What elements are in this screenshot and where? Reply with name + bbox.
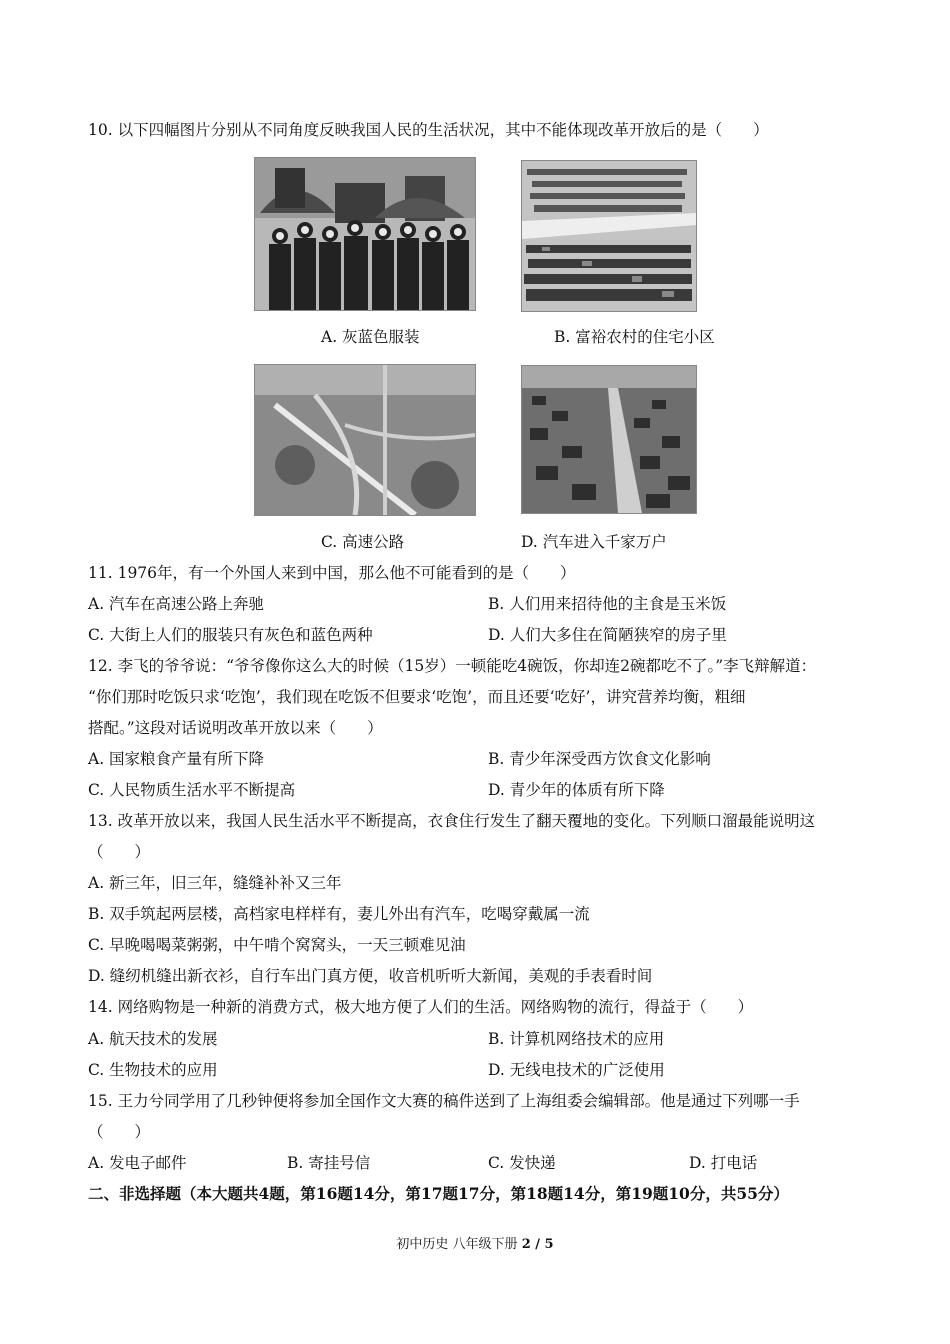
q13-option-c: C. 早晚喝喝菜粥粥，中午啃个窝窝头，一天三顿难见油: [88, 936, 466, 954]
q12-stem-line-3: 搭配。”这段对话说明改革开放以来（ ）: [88, 719, 383, 737]
footer-page-number: 2 / 5: [521, 1237, 554, 1252]
q14-option-c: C. 生物技术的应用: [88, 1061, 218, 1079]
page-footer: [0, 1233, 950, 1252]
q10-caption-d: D. 汽车进入千家万户: [521, 533, 667, 551]
q12-option-a: A. 国家粮食产量有所下降: [88, 750, 265, 768]
highway-photo: [254, 364, 476, 516]
q15-stem-line-1: 15. 王力兮同学用了几秒钟便将参加全国作文大赛的稿件送到了上海组委会编辑部。他是通过下列哪一手: [88, 1092, 800, 1110]
q15-option-c: C. 发快递: [488, 1154, 556, 1172]
q14-stem: 14. 网络购物是一种新的消费方式，极大地方便了人们的生活。网络购物的流行，得益于（ ）: [88, 998, 754, 1016]
section-2-heading: 二、非选择题（本大题共4题，第16题14分，第17题17分，第18题14分，第19题10分，共55分）: [88, 1184, 789, 1203]
q13-stem-line-2: （ ）: [88, 843, 151, 861]
q14-option-a: A. 航天技术的发展: [88, 1030, 218, 1048]
q11-stem: 11. 1976年，有一个外国人来到中国，那么他不可能看到的是（ ）: [88, 564, 576, 582]
q13-option-a: A. 新三年，旧三年，缝缝补补又三年: [88, 874, 342, 892]
q12-option-b: B. 青少年深受西方饮食文化影响: [488, 750, 711, 768]
q10-caption-c: C. 高速公路: [321, 533, 405, 551]
traffic-photo: [521, 365, 697, 514]
q11-option-a: A. 汽车在高速公路上奔驰: [88, 595, 265, 613]
q12-stem-line-2: “你们那时吃饭只求‘吃饱’，我们现在吃饭不但要求‘吃饱’，而且还要‘吃好’，讲究营养均衡，粗细: [88, 688, 746, 706]
q15-option-a: A. 发电子邮件: [88, 1154, 187, 1172]
q15-option-b: B. 寄挂号信: [287, 1154, 371, 1172]
q11-option-c: C. 大街上人们的服装只有灰色和蓝色两种: [88, 626, 373, 644]
q10-caption-a: A. 灰蓝色服装: [321, 328, 420, 346]
q14-option-b: B. 计算机网络技术的应用: [488, 1030, 665, 1048]
q15-stem-line-2: （ ）: [88, 1123, 151, 1141]
q12-option-d: D. 青少年的体质有所下降: [488, 781, 665, 799]
q10-caption-b: B. 富裕农村的住宅小区: [554, 328, 715, 346]
q13-option-b: B. 双手筑起两层楼，高档家电样样有，妻儿外出有汽车，吃喝穿戴属一流: [88, 905, 590, 923]
q11-option-b: B. 人们用来招待他的主食是玉米饭: [488, 595, 727, 613]
q14-option-d: D. 无线电技术的广泛使用: [488, 1061, 665, 1079]
q11-option-d: D. 人们大多住在简陋狭窄的房子里: [488, 626, 727, 644]
q12-option-c: C. 人民物质生活水平不断提高: [88, 781, 296, 799]
q13-stem-line-1: 13. 改革开放以来，我国人民生活水平不断提高，衣食住行发生了翻天覆地的变化。下列顺口溜最能说明这: [88, 812, 816, 830]
workers-photo: [254, 157, 476, 311]
village-photo: [521, 160, 697, 312]
footer-course: 初中历史 八年级下册: [396, 1237, 518, 1252]
q13-option-d: D. 缝纫机缝出新衣衫，自行车出门真方便，收音机听听大新闻，美观的手表看时间: [88, 967, 653, 985]
q15-option-d: D. 打电话: [689, 1154, 758, 1172]
q10-stem: 10. 以下四幅图片分别从不同角度反映我国人民的生活状况，其中不能体现改革开放后的是（ ）: [88, 121, 769, 139]
q12-stem-line-1: 12. 李飞的爷爷说：“爷爷像你这么大的时候（15岁）一顿能吃4碗饭，你却连2碗都吃不了。”李飞辩解道：: [88, 657, 817, 675]
